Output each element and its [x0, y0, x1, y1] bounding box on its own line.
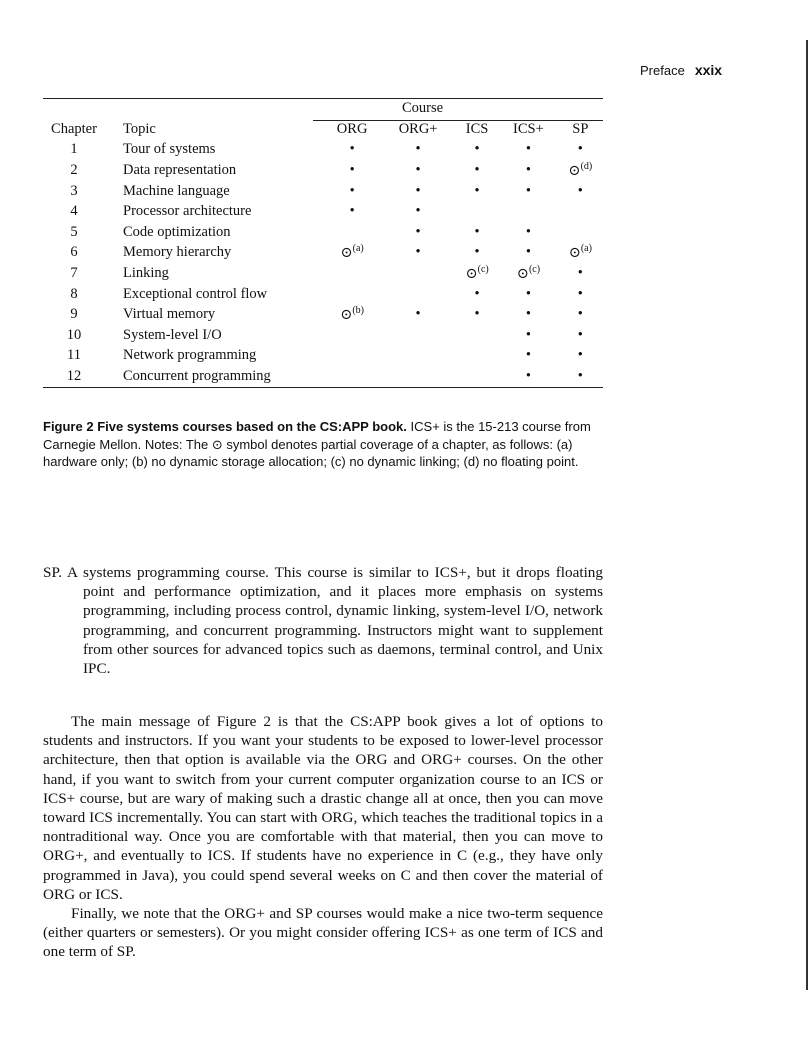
coverage-dot: •	[525, 182, 531, 199]
table-row	[43, 222, 603, 243]
empty-cell	[381, 366, 455, 387]
chapter-number: 3	[70, 182, 78, 199]
header-topic: Topic	[123, 120, 156, 137]
chapter-topic: Virtual memory	[123, 306, 216, 323]
chapter-topic: Processor architecture	[123, 203, 252, 220]
partial-coverage-mark: ⊙$^{(a)}$	[568, 243, 592, 262]
table-header-row	[43, 119, 603, 140]
empty-cell	[455, 346, 499, 367]
chapter-number: 5	[70, 223, 78, 240]
coverage-dot: •	[525, 347, 531, 364]
coverage-dot: •	[474, 306, 480, 323]
coverage-dot: •	[525, 285, 531, 302]
empty-cell	[381, 263, 455, 284]
coverage-dot: •	[474, 161, 480, 178]
partial-coverage-mark: ⊙$^{(c)}$	[465, 264, 489, 282]
sp-paragraph-block	[43, 563, 603, 678]
empty-cell	[381, 325, 455, 346]
chapter-number: 7	[70, 264, 78, 281]
chapter-number: 11	[67, 347, 81, 364]
coverage-dot: •	[474, 182, 480, 199]
empty-cell	[323, 222, 381, 243]
coverage-dot: •	[415, 203, 421, 220]
header-ics-plus: ICS+	[513, 120, 544, 137]
chapter-number: 1	[70, 141, 78, 158]
chapter-number: 6	[70, 244, 78, 261]
empty-cell	[455, 201, 499, 222]
coverage-dot: •	[349, 203, 355, 220]
coverage-dot: •	[415, 223, 421, 240]
table-bottom-rule	[43, 387, 603, 388]
coverage-dot: •	[525, 244, 531, 261]
table-row	[43, 181, 603, 202]
chapter-number: 10	[66, 326, 82, 343]
page-edge-rule	[806, 40, 808, 990]
coverage-dot: •	[525, 161, 531, 178]
caption-label: Figure 2	[43, 419, 94, 434]
header-sp: SP	[572, 120, 589, 137]
table-row	[43, 263, 603, 284]
table-row	[43, 346, 603, 367]
coverage-dot: •	[474, 141, 480, 158]
coverage-dot: •	[349, 182, 355, 199]
table-row	[43, 160, 603, 181]
coverage-dot: •	[415, 182, 421, 199]
course-header: Course	[402, 100, 444, 116]
table-row	[43, 366, 603, 387]
coverage-dot: •	[349, 141, 355, 158]
coverage-dot: •	[577, 285, 583, 302]
chapter-topic: Data representation	[123, 161, 237, 178]
course-header-rule	[313, 120, 603, 121]
table-row	[43, 325, 603, 346]
coverage-dot: •	[415, 306, 421, 323]
coverage-dot: •	[577, 347, 583, 364]
coverage-dot: •	[349, 161, 355, 178]
coverage-dot: •	[525, 306, 531, 323]
course-table	[43, 98, 603, 388]
caption-title: Five systems courses based on the CS:APP book.	[97, 419, 407, 434]
running-head	[640, 62, 722, 78]
coverage-dot: •	[577, 264, 583, 281]
chapter-topic: Exceptional control flow	[123, 285, 268, 302]
figure-caption	[43, 418, 603, 471]
coverage-dot: •	[525, 326, 531, 343]
header-chapter: Chapter	[51, 120, 97, 137]
coverage-dot: •	[415, 161, 421, 178]
table-row	[43, 243, 603, 264]
chapter-topic: Concurrent programming	[123, 367, 271, 384]
coverage-dot: •	[474, 223, 480, 240]
page-number: xxix	[694, 62, 723, 78]
empty-cell	[558, 201, 603, 222]
empty-cell	[323, 325, 381, 346]
table-row	[43, 201, 603, 222]
partial-coverage-mark: ⊙$^{(c)}$	[516, 264, 541, 282]
coverage-dot: •	[577, 367, 583, 384]
empty-cell	[323, 366, 381, 387]
main-text-block	[43, 712, 603, 962]
coverage-dot: •	[577, 326, 583, 343]
table-row	[43, 284, 603, 305]
chapter-number: 2	[70, 161, 78, 178]
coverage-dot: •	[577, 306, 583, 323]
coverage-dot: •	[525, 141, 531, 158]
chapter-topic: Code optimization	[123, 223, 231, 240]
main-paragraph-1: The main message of Figure 2 is that the CS:APP book gives a lot of options to students and instructors. If you want your students to be exposed to lower-level processor architecture, then that option is available via the ORG and ORG+ courses. On the other hand, if you want to switch from your current computer organization course to an ICS or ICS+ course, but are wary of making such a drastic change all at once, then you can move toward ICS incrementally. You can start with ORG, which teaches the traditional topics in a nontraditional way. Once you are comfortable with that material, then you can move to ORG+, and eventually to ICS. If students have no experience in C (e.g., they have only programmed in Java), you could spend several weeks on C and then cover the material of ORG or ICS.	[43, 713, 603, 903]
coverage-dot: •	[415, 141, 421, 158]
empty-cell	[381, 346, 455, 367]
coverage-dot: •	[474, 285, 480, 302]
coverage-dot: •	[525, 367, 531, 384]
empty-cell	[499, 201, 557, 222]
chapter-topic: System-level I/O	[123, 326, 222, 343]
empty-cell	[323, 284, 381, 305]
main-paragraph-2: Finally, we note that the ORG+ and SP courses would make a nice two-term sequence (either quarters or semesters). Or you might consider offering ICS+ as one term of ICS and one term of SP.	[43, 905, 603, 961]
coverage-table	[43, 119, 603, 387]
table-row	[43, 304, 603, 325]
coverage-dot: •	[474, 244, 480, 261]
header-org: ORG	[336, 120, 368, 137]
chapter-number: 8	[70, 285, 78, 302]
header-ics: ICS	[465, 120, 489, 137]
table-row	[43, 140, 603, 161]
empty-cell	[558, 222, 603, 243]
chapter-topic: Linking	[123, 264, 169, 281]
caption-text: ICS+ is the 15-213 course from Carnegie Mellon. Notes: The ⊙ symbol denotes partial coverage of a chapter, as follows: (a) hardware only; (b) no dynamic storage allocation; (c) no dynamic linking; (d) no floating point.	[43, 419, 591, 469]
sp-paragraph: SP. A systems programming course. This course is similar to ICS+, but it drops floating point and performance optimization, and it places more emphasis on systems programming, including process control, dynamic linking, system-level I/O, network programming, and concurrent programming. Instructors might want to supplement from other sources for advanced topics such as daemons, terminal control, and Unix IPC.	[43, 564, 603, 678]
coverage-dot: •	[415, 244, 421, 261]
chapter-topic: Memory hierarchy	[123, 244, 232, 261]
table-body	[43, 140, 603, 387]
coverage-dot: •	[577, 141, 583, 158]
coverage-dot: •	[525, 223, 531, 240]
empty-cell	[323, 263, 381, 284]
header-org-plus: ORG+	[398, 120, 438, 137]
partial-coverage-mark: ⊙$^{(d)}$	[568, 161, 593, 179]
coverage-dot: •	[577, 182, 583, 199]
chapter-number: 9	[70, 306, 78, 323]
chapter-topic: Tour of systems	[123, 141, 216, 158]
partial-coverage-mark: ⊙$^{(a)}$	[340, 243, 364, 262]
running-head-label: Preface	[640, 63, 685, 78]
empty-cell	[381, 284, 455, 305]
empty-cell	[323, 346, 381, 367]
empty-cell	[455, 366, 499, 387]
course-header-row	[43, 99, 603, 119]
partial-coverage-mark: ⊙$^{(b)}$	[340, 305, 365, 324]
chapter-topic: Machine language	[123, 182, 230, 199]
chapter-number: 4	[70, 203, 78, 220]
chapter-topic: Network programming	[123, 347, 257, 364]
chapter-number: 12	[66, 367, 82, 384]
empty-cell	[455, 325, 499, 346]
